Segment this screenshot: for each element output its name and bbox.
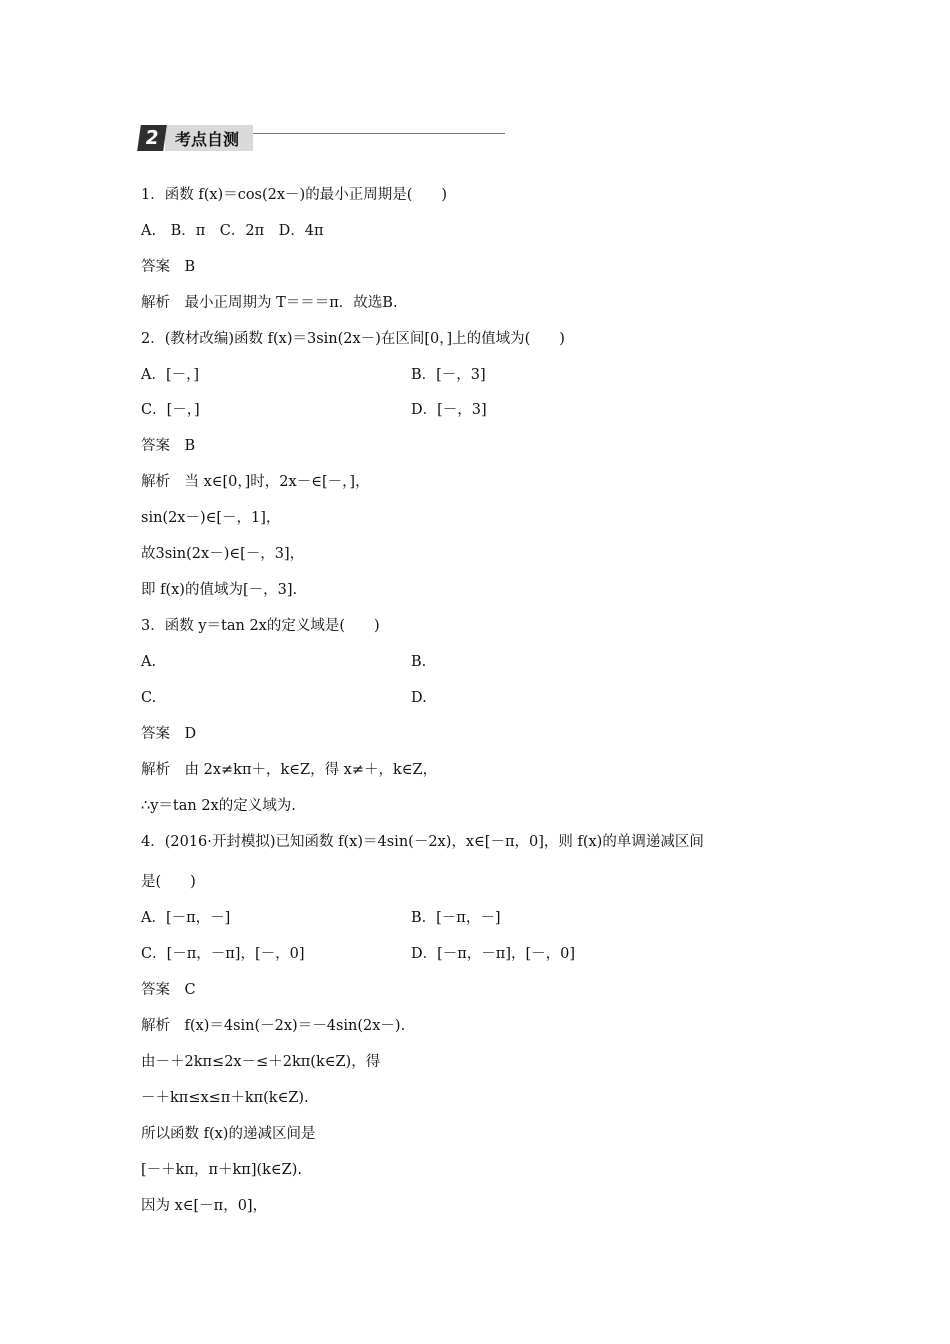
question-4-option-a: A．[－π，－] bbox=[141, 910, 231, 926]
question-2-analysis-1: 解析 当 x∈[0，]时，2x－∈[－，]， bbox=[141, 474, 370, 490]
header-divider bbox=[253, 133, 505, 134]
question-2-option-c: C．[－，] bbox=[141, 402, 200, 418]
question-2-answer: 答案 B bbox=[141, 438, 196, 454]
question-1-analysis: 解析 最小正周期为 T＝＝＝π．故选B. bbox=[141, 295, 398, 311]
question-4-analysis-4: 所以函数 f(x)的递减区间是 bbox=[141, 1126, 316, 1142]
question-4-line-2: 是( ) bbox=[141, 874, 196, 890]
question-3-option-d: D. bbox=[411, 690, 427, 706]
question-2-option-d: D．[－，3] bbox=[411, 402, 487, 418]
question-3-option-b: B. bbox=[411, 654, 427, 670]
question-2-analysis-3: 故3sin(2x－)∈[－，3]， bbox=[141, 546, 305, 562]
question-3-answer: 答案 D bbox=[141, 726, 197, 742]
question-3-option-a: A. bbox=[141, 654, 157, 670]
question-4-option-c: C．[－π，－π]，[－，0] bbox=[141, 946, 305, 962]
question-2-option-a: A．[－，] bbox=[141, 367, 200, 383]
question-1-answer: 答案 B bbox=[141, 259, 196, 275]
question-1-options: A. B．π C．2π D．4π bbox=[141, 223, 324, 239]
question-4-analysis-6: 因为 x∈[－π，0]， bbox=[141, 1198, 268, 1214]
question-4-analysis-5: [－＋kπ，π＋kπ](k∈Z). bbox=[141, 1162, 302, 1178]
question-4-line-1: 4．(2016·开封模拟)已知函数 f(x)＝4sin(－2x)，x∈[－π，0]，则 f(x)的单调递减区间 bbox=[141, 834, 704, 850]
question-4-analysis-3: －＋kπ≤x≤π＋kπ(k∈Z). bbox=[141, 1090, 309, 1106]
question-4-analysis-1: 解析 f(x)＝4sin(－2x)＝－4sin(2x－). bbox=[141, 1018, 406, 1034]
question-3: 3．函数 y＝tan 2x的定义域是( ) bbox=[141, 618, 380, 634]
question-2-option-b: B．[－，3] bbox=[411, 367, 486, 383]
question-2: 2．(教材改编)函数 f(x)＝3sin(2x－)在区间[0，]上的值域为( ) bbox=[141, 331, 565, 347]
question-4-option-d: D．[－π，－π]，[－，0] bbox=[411, 946, 576, 962]
question-2-analysis-2: sin(2x－)∈[－，1]， bbox=[141, 510, 281, 526]
question-3-option-c: C. bbox=[141, 690, 157, 706]
section-title: 考点自测 bbox=[165, 125, 253, 151]
question-3-analysis-1: 解析 由 2x≠kπ＋，k∈Z，得 x≠＋，k∈Z， bbox=[141, 762, 438, 778]
question-3-analysis-2: ∴y＝tan 2x的定义域为. bbox=[141, 798, 296, 814]
question-4-option-b: B．[－π，－] bbox=[411, 910, 501, 926]
question-4-analysis-2: 由－＋2kπ≤2x－≤＋2kπ(k∈Z)，得 bbox=[141, 1054, 381, 1070]
section-number-badge: 2 bbox=[137, 125, 167, 151]
question-2-analysis-4: 即 f(x)的值域为[－，3]. bbox=[141, 582, 298, 598]
question-1: 1．函数 f(x)＝cos(2x－)的最小正周期是( ) bbox=[141, 187, 448, 203]
section-header bbox=[139, 125, 505, 151]
question-4-answer: 答案 C bbox=[141, 982, 196, 998]
